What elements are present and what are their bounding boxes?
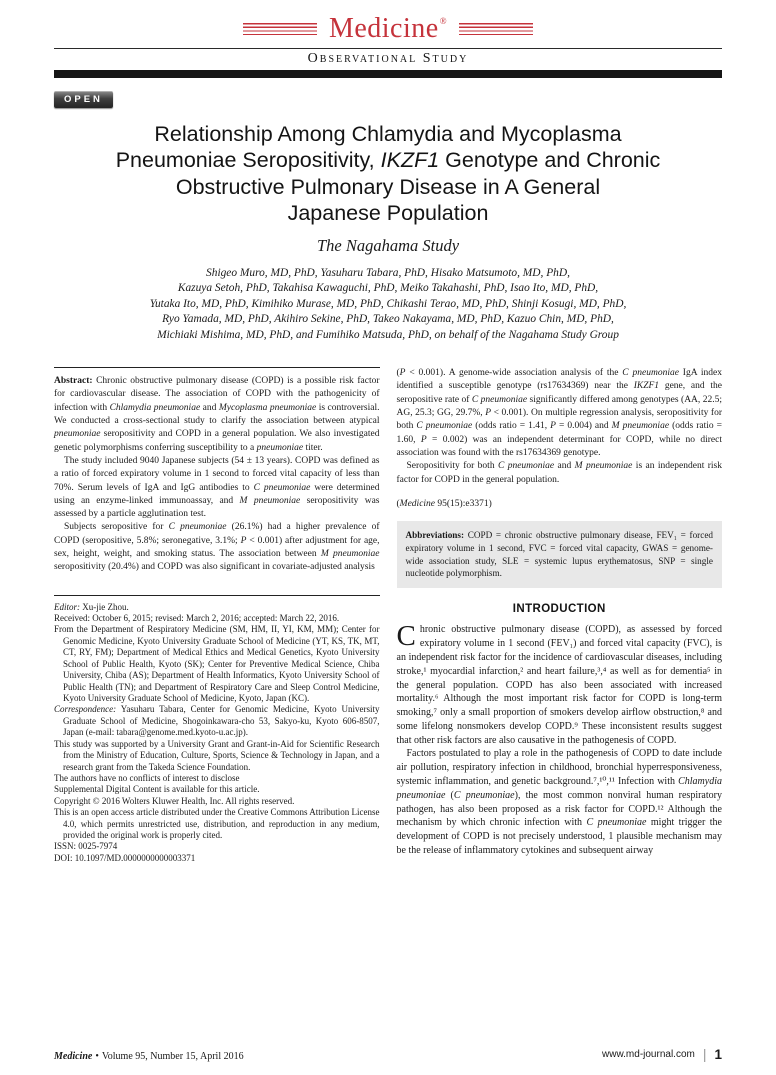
- author-list: [54, 266, 722, 344]
- article-subtitle: The Nagahama Study: [316, 235, 460, 255]
- footnote-affiliations: From the Department of Respiratory Medicine (SM, HM, II, YI, KM, MM); Center for Genomic Medicine, Kyoto University Graduate School of Medicine (YT, KS, TK, MT, CT, RY, FM); Department of Medical Ethics and Medical Genetics, Kyoto University School of Public Health, Kyoto (SK); Center for Preventive Medical Science, Chiba University, Chiba (AS); Department of Health Informatics, Kyoto University School of Public Health (TN); and Department of Respiratory Care and Sleep Control Medicine, Kyoto University Graduate School of Medicine, Kyoto, Japan (KC).: [54, 624, 380, 703]
- journal-logo-text: Medicine: [328, 13, 439, 44]
- author-line: Michiaki Mishima, MD, PhD, and Fumihiko Matsuda, PhD, on behalf of the Nagahama Study Group: [157, 328, 619, 341]
- title-line: Japanese Population: [287, 201, 489, 226]
- author-line: Kazuya Setoh, PhD, Takahisa Kawaguchi, PhD, Meiko Takahashi, PhD, Isao Ito, MD, PhD,: [177, 282, 599, 295]
- footnote-license: This is an open access article distributed under the Creative Commons Attribution License 4.0, which permits unrestricted use, distribution, and reproduction in any medium, provided the original work is properly cited.: [54, 807, 380, 841]
- logo-ornament-right-icon: [459, 23, 533, 35]
- footnote-issn: ISSN: 0025-7974: [54, 841, 118, 852]
- abstract-paragraph: [54, 375, 380, 455]
- author-line: Yutaka Ito, MD, PhD, Kimihiko Murase, MD, PhD, Chikashi Terao, MD, PhD, Shinji Kosugi, MD, PhD,: [149, 297, 627, 310]
- abstract-paragraph: Subjects seropositive for C pneumoniae (26.1%) had a higher prevalence of COPD (seropositive, 5.8%; seronegative, 3.1%; P < 0.001) after adjustment for age, sex, height, weight, and smoking status. The association between M pneumoniae seropositivity (20.4%) and COPD was also significant in covariate-adjusted analysis: [54, 522, 380, 573]
- article-citation: (Medicine 95(15):e3371): [396, 498, 492, 509]
- abbreviations-box: [397, 521, 723, 589]
- abstract-continuation: [397, 367, 723, 487]
- drop-cap: C: [396, 620, 416, 653]
- intro-paragraph: [396, 620, 723, 747]
- footer-divider: |: [702, 1046, 707, 1062]
- article-title: [54, 121, 722, 227]
- abstract-paragraph: The study included 9040 Japanese subjects (54 ± 13 years). COPD was defined as a ratio of forced expiratory volume in 1 second to forced vital capacity of less than 70%. Serum levels of IgA and IgG antibodies to C pneumoniae were determined using an enzyme-linked immunoassay, and M pneumoniae seropositivity was assessed by a particle agglutination test.: [54, 455, 380, 520]
- author-line: Ryo Yamada, MD, PhD, Akihiro Sekine, PhD, Takeo Nakayama, MD, PhD, Kazuo Chin, MD, PhD,: [162, 313, 614, 326]
- footnote-funding: This study was supported by a University Grant and Grant-in-Aid for Scientific Research from the Ministry of Education, Culture, Sports, Science & Technology in Japan, and a research grant from the Takeda Science Foundation.: [54, 738, 380, 772]
- two-column-layout: [54, 367, 722, 864]
- footer-page-info: [602, 1046, 722, 1062]
- page-footer: [54, 1046, 722, 1062]
- registered-trademark-icon: ®: [439, 16, 448, 26]
- footnotes-section: [54, 595, 380, 865]
- open-access-badge: OPEN: [54, 91, 113, 108]
- footnote-copyright: Copyright © 2016 Wolters Kluwer Health, Inc. All rights reserved.: [54, 795, 295, 806]
- footer-journal-name: Medicine: [54, 1051, 93, 1062]
- page-number: 1: [714, 1046, 722, 1062]
- title-line: Obstructive Pulmonary Disease in A General: [175, 174, 601, 199]
- footnote-supplemental: Supplemental Digital Content is available for this article.: [54, 784, 260, 795]
- footnote-conflicts: The authors have no conflicts of interest to disclose: [54, 772, 240, 783]
- title-line: Pneumoniae Seropositivity, IKZF1 Genotype and Chronic: [115, 148, 661, 173]
- article-category-label: Observational Study: [307, 51, 469, 67]
- footer-issue-text: Volume 95, Number 15, April 2016: [101, 1051, 244, 1062]
- header-black-bar: [54, 70, 722, 78]
- abstract-paragraph-text: Chronic obstructive pulmonary disease (COPD) is a possible risk factor for cardiovascular disease. The association of COPD with the pathogenicity of infection with Chlamydia pneumoniae and Mycoplasma pneumoniae is controversial. We conducted a cross-sectional study to clarify the association between atypical pneumoniae seropositivity and COPD in a general population. We also investigated genetic polymorphisms conferring susceptibility to a pneumoniae titer.: [54, 376, 380, 453]
- abbreviations-label: Abbreviations:: [405, 529, 465, 540]
- logo-ornament-left-icon: [243, 23, 317, 35]
- abstract-section: [54, 367, 380, 574]
- footnote-correspondence: Correspondence: Yasuharu Tabara, Center for Genomic Medicine, Kyoto University Graduate School of Medicine, Shogoinkawara-cho 53, Sakyo-ku, Kyoto 606-8507, Japan (e-mail: tabara@genome.med.kyoto-u.ac.jp).: [54, 704, 380, 738]
- journal-website-link[interactable]: www.md-journal.com: [602, 1048, 695, 1060]
- intro-paragraph-text: hronic obstructive pulmonary disease (COPD), as assessed by forced expiratory volume in 1 second (FEV₁) and forced vital capacity (FVC), is an independent risk factor for the incidence of cardiovascular diseases, including stroke,¹ myocardial infarction,² and heart failure,³,⁴ as well as for dementia⁵ in the general population. COPD has also been associated with increased mortality.⁶ Although the most important risk factor for COPD is long-term smoking,⁷ only a small proportion of smokers develop airflow obstruction,⁸ and some lifelong nonsmokers develop COPD.⁹ These inconsistent results suggest that other risk factors are also causative in the pathogenesis of COPD.: [396, 624, 722, 746]
- right-column: [397, 367, 723, 864]
- abstract-label: Abstract:: [54, 376, 93, 387]
- footer-issue-info: [54, 1051, 244, 1062]
- abstract-paragraph: Seropositivity for both C pneumoniae and M pneumoniae is an independent risk factor for COPD in the general population.: [396, 461, 722, 485]
- left-column: [54, 367, 380, 864]
- journal-logo-row: [54, 14, 722, 43]
- introduction-heading: INTRODUCTION: [512, 603, 606, 616]
- abbreviations-text: COPD = chronic obstructive pulmonary disease, FEV₁ = forced expiratory volume in 1 second, FVC = forced vital capacity, GWAS = genome-wide association study, SLE = systemic lupus erythematosus, SNP = single nucleotide polymorphism.: [405, 529, 713, 579]
- author-line: Shigeo Muro, MD, PhD, Yasuharu Tabara, PhD, Hisako Matsumoto, MD, PhD,: [206, 266, 570, 279]
- intro-paragraph: Factors postulated to play a role in the pathogenesis of COPD to date include air pollution, respiratory infection in childhood, bronchial hyperresponsiveness, systemic inflammation, and genetic background.⁷,¹⁰,¹¹ Infection with Chlamydia pneumoniae (C pneumoniae), the most common nonviral human respiratory pathogen, has also been proposed as a risk factor for COPD.¹² Although the mechanism by which chronic infection with C pneumoniae might trigger the development of COPD is not precisely understood, 1 plausible mechanism may be the release of inflammatory cytokines and subsequent airway: [396, 748, 722, 857]
- abstract-paragraph: (P < 0.001). A genome-wide association analysis of the C pneumoniae IgA index identified a susceptible genotype (rs17634369) near the IKZF1 gene, and the seropositive rate of C pneumoniae significantly differed among genotypes (AA, 22.5; AG, 25.3; GG, 29.7%, P < 0.001). On multiple regression analysis, seropositivity for both C pneumoniae (odds ratio = 1.41, P = 0.004) and M pneumoniae (odds ratio = 1.60, P = 0.002) was an independent determinant for COPD, while no direct association was found with the rs17634369 genotype.: [396, 368, 722, 458]
- journal-header: [54, 14, 722, 78]
- footnote-received-dates: Received: October 6, 2015; revised: March 2, 2016; accepted: March 22, 2016.: [54, 613, 340, 624]
- footer-bullet: •: [95, 1051, 99, 1062]
- footnote-doi: DOI: 10.1097/MD.0000000000003371: [54, 852, 196, 863]
- footnote-editor: Editor: Xu-jie Zhou.: [54, 601, 129, 612]
- journal-logo: [329, 14, 447, 43]
- title-line: Relationship Among Chlamydia and Mycoplasma: [154, 121, 622, 146]
